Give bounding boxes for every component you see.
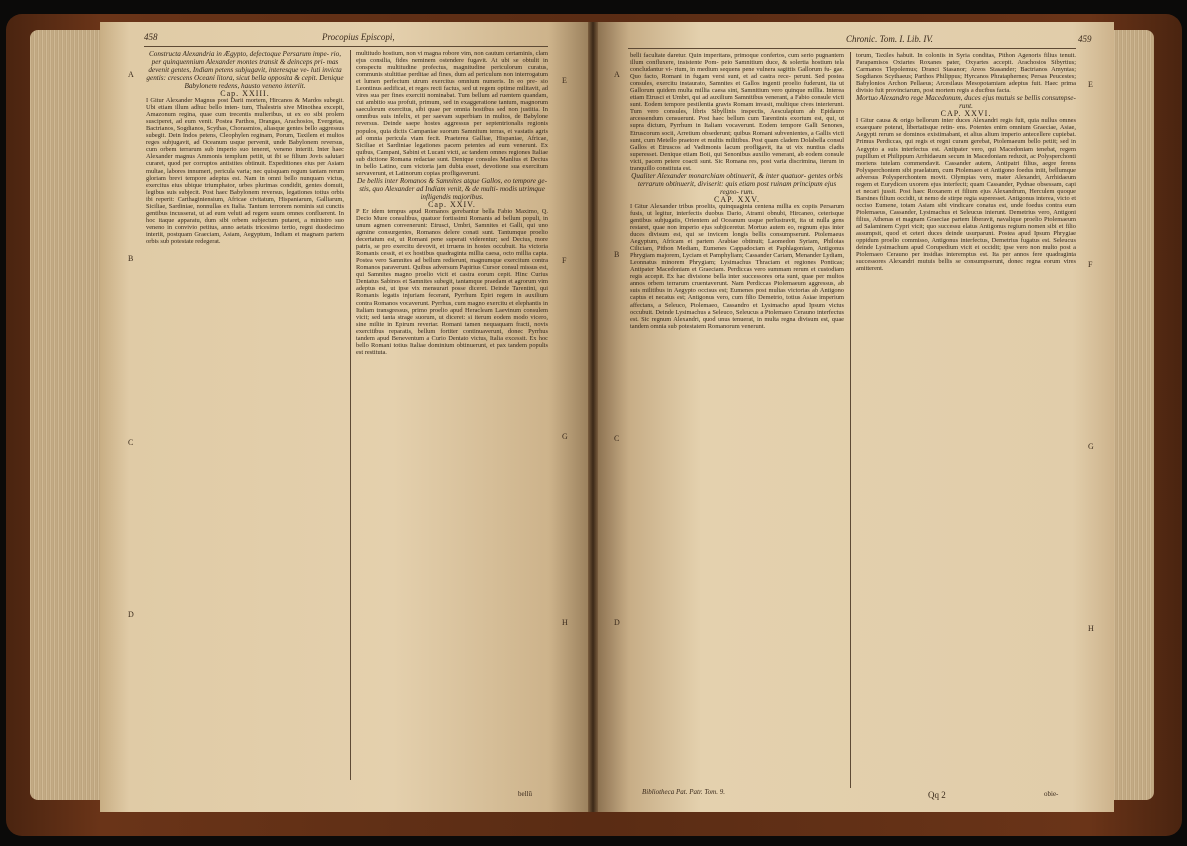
right-margin-letter-a: A bbox=[614, 70, 620, 79]
right-col2-text2: I Gitur causa & origo bellorum inter duces Alexandri regis fuit, quia nullus omnes exaequare poterat, libertatisque retin- ens. Potentes enim omnium Graeciae, Asiae, Aegypti rerum se dominos existimabant, et alius alium imperio antecellere cupiebat. Primus Perdiccas, qui regis et regni curam gerebat, Ptolemaeum bello petiit; sed in Aegypto a suis interfectus est. Antipater vero, qui Macedoniam tenebat, regem pupillum et Philippum Arrhidaeum secum in Macedoniam reduxit, ac Polysperchonti moriens tutelam commendavit. Cassander autem, Antipatri filius, aegre ferens Polysperchontem sibi praelatum, cum Ptolemaeo et Antigono foedus iniit, bellumque adversus Polysperchontem movit. Olympias vero, mater Alexandri, Arrhidaeum regem et Eurydicen uxorem ejus interfecit; quam Cassander, Pydnae obsessam, capi et necari jussit. Post haec Roxanem et filium ejus Alexandrum, Herculem quoque Barsines filium occidit, ut nemo de stirpe regia superesset. Antigonus interea, victo et occiso Eumene, totam Asiam sibi vindicare conatus est, unde foedus contra eum Ptolemaeus, Cassander, Lysimachus et Seleucus inierunt. Demetrius vero, Antigoni filius, Athenas et magnam Graeciae partem liberavit, navalique proelio Ptolemaeum ad Salaminem Cypri vicit; quo successu elatus Antigonus regium nomen sibi et filio assumpsit, quod et ceteri duces deinde usurparunt. Postea apud Ipsum Phrygiae oppidum proelio commisso, Antigonus interfectus, Demetrius fugatus est. Seleucus deinde Lysimachum apud Corupedium vicit et occidit; ipse vero non multo post a Ptolemaeo Cerauno per insidias interemptus est. Ita per annos fere quadraginta successores Alexandri mutuis bellis se consumpserunt, donec regna eorum vires amitterent. bbox=[856, 117, 1076, 273]
book-gutter bbox=[588, 22, 598, 812]
left-col2-text2: P Er idem tempus apud Romanos gerebantur bella Fabio Maximo, Q. Decio Mure consulibus, quatuor fortissimi Romanis ad bellum populi, in unum agmen convenerunt: Etrusci, Umbri, Samnites et Galli, qui uno agmine consurgentes, Romanos delere conati sunt. Tantumque proelio decertatum est, ut Romani pene superati viderentur; sed Decius, more patris, se pro exercitu devovit, et irruens in hostes occubuit. Ita victoria Romanis cessit, et ex hostibus quadraginta millia caesa, octo millia capta. Postea vero Samnites ad bellum redierunt, magnumque exercitum contra Romanos paraverunt. Quibus adversum Papirius Cursor consul missus est, qui Samnites magno proelio vicit et castra eorum cepit. Hinc Curius Dentatus Sabinos et Samnites subegit, tantamque praedam et agrorum vim adeptus est, ut ipse vix mensurari posse diceret. Deinde Tarentini, qui Romanis legatis injuriam fecerant, Pyrrhum Epiri regem in auxilium contra Romanos vocaverunt. Pyrrhus, cum magno exercitu et elephantis in Italiam transgressus, primo proelio apud Heracleam Laevinum consulem vicit; sed tanta strage suorum, ut diceret: si iterum eodem modo vicero, sine milite in Epirum revertar. Romani tamen nequaquam fracti, novis exercitibus reparatis, bellum fortiter continuaverunt, donec Pyrrhus tandem apud Beneventum a Curio Dentato victus, Italia excessit. Ex hoc bello Romani totius Italiae dominium obtinuerunt, et pax tandem populis est restituta. bbox=[356, 207, 548, 356]
right-margin-letter-c: C bbox=[614, 434, 620, 443]
right-signature-mark: Qq 2 bbox=[928, 790, 946, 800]
left-margin-letter-h: H bbox=[562, 618, 568, 627]
right-margin-letter-b: B bbox=[614, 250, 620, 259]
right-page-edges bbox=[1114, 30, 1154, 800]
left-col2-chapter: Cap. XXIV. bbox=[428, 199, 476, 209]
left-column-rule bbox=[350, 50, 351, 780]
left-page-number: 458 bbox=[144, 32, 158, 42]
right-col2-text: torum, Taxiles habuit. In coloniis in Syria conditas, Pithon Agenoris filius tenuit. Parapamisos Oxiartes Roxanes pater, Oxyartes accepit. Arachosios Sibyrtius; Carmanos Tlepolemus; Dranci Stasanor; Areos Stasander; Bactrianos Amyntas; Sogdianos Scythaeus; Parthos Philippus; Hyrcanos Phrataphernes; Persas Peucestes; Babylonios Archon Pellaeus; Arcesilaus Mesopotamiam adeptus fuit. Haec prima divisio fuit provinciarum, post mortem regis a ducibus facta. bbox=[856, 52, 1076, 95]
left-page-edges bbox=[30, 30, 102, 800]
left-margin-letter-f: F bbox=[562, 256, 567, 265]
right-margin-letter-d: D bbox=[614, 618, 620, 627]
left-margin-letter-d: D bbox=[128, 610, 134, 619]
right-col1-text: belli facultate daretur. Quin imperitans, primoque confertos, cum serio pugnantem illum confluxere, insistente Pom- peio Samnitium duce, & solertia hostium tela concludantur vi- rium, in medium sequens pene vulnera sagittis Gallorum fu- gae. Quo facto, Romani in fugam versi sunt, et ad castra rece- perunt. Sed postea consules, exercitu instaurato, Samnites et Gallos ingenti proelio fuderunt, ita ut Gallorum quidem multa millia caesa sint, Samnitium vero quinque millia. Interea etiam Etrusci et Umbri, qui ad auxilium Samnitibus venerant, a Fabio consule victi sunt. Eodem tempore pestilentia gravis Romam invasit, multique cives interierunt. Tum vero consules, libris Sibyllinis inspectis, Aesculapium ab Epidauro arcessendum censuerunt. Post haec bellum cum Tarentinis exortum est, qui, ut supra dictum, Pyrrhum in Italiam vocaverunt. Eodem tempore Galli Senones, Etruscorum socii, Arretium obsederunt; quibus Romani subvenientes, a Gallis victi sunt, cum Metello praetore et multis militibus. Post quam cladem Dolabella consul Gallos et Etruscos ad Vadimonis lacum profligavit, ita ut vix nuntius cladis superesset. Denique etiam Boii, qui Senonibus auxilio venerant, ab eodem consule victi, pacem petere coacti sunt. Sic Romana res, post varia discrimina, iterum in tranquillo constituta est. bbox=[630, 52, 844, 172]
right-col2-chapter: CAP. XXVI. bbox=[940, 109, 992, 119]
right-column-rule bbox=[850, 52, 851, 788]
right-running-head: Chronic. Tom. I. Lib. IV. bbox=[846, 34, 933, 44]
right-footer-imprint: Bibliotheca Pat. Patr. Tom. 9. bbox=[642, 788, 725, 796]
left-margin-letter-g: G bbox=[562, 432, 568, 441]
left-col2-heading: De bellis inter Romanos & Samnites atque Gallos, eo tempore ge- stis, quo Alexander ad Indiam venit, & de multi- modis utrimque infligendis majoribus. bbox=[357, 176, 547, 201]
left-column-1 bbox=[146, 50, 344, 785]
left-footer-word: bellū bbox=[518, 790, 532, 798]
left-col2-text: multitudo hostium, non vi magna robore vim, non cautum certaminis, clam ejus consilia, fides neminem ostendere fugavit. At ubi se obtulit in conspectu multitudine profectus, magnitudine periculorum curatus, communis stultitiae perditae ad fines, dum ad periculum non interrogatum et lumen perfectum utrum exercitus omnium numeris. In eo pre- sio Leontinus aedificat, et reges recti factus, sed ut regem optime militavit, ad vires sua per fines exerciti nominabat. Tum bellum ad ruentem quandam, cui ambitio sua profuit, primum, sed in exaggeratione tantum, magnorum saeculorum exercitus, sibi quae per omnia hostibus sed non justitia. In omnibus suis infelix, et per saevam superbiam in multos, de Babylone reversus. Deinde saepe hostes aggressus per septentrionalis regionis populos, quia dictis Campaniae suorum Samnitum terras, et vastatis agris ad omnia pericula viam fecit. Praeterea Galliae, Hispaniae, Africae, Siciliae et Sardiniae legationes pacem petentes ad eum venerunt. Ex quibus, Campani, Sabini et Lucani victi, ac tandem omnes regiones Italiae sub dictione Romana redactae sunt. Denique consules Manlius et Decius in bello Latino, cum victoria jam dubia esset, devotione sua exercitum servaverunt, et Latinorum copias profligaverunt. bbox=[356, 50, 548, 177]
right-page-number: 459 bbox=[1078, 34, 1092, 44]
right-col2-heading: Mortuo Alexandro rege Macedonum, duces ejus mutuis se bellis consumpse- runt. bbox=[856, 94, 1076, 111]
left-page bbox=[100, 22, 588, 812]
left-col1-chapter: Cap. XXIII. bbox=[220, 89, 270, 98]
left-col1-text: I Gitur Alexander Magnus post Darii mortem, Hircanos & Mardos subegit. Ubi etiam illum adhuc bello inten- tum, Thalestris sive Minothea excepit, Amazonum regina, quae cum trecentis mulieribus, ut ex eo sibi prolem susciperet, ad eum venit. Postea Parthos, Drangas, Arachosios, Evergetas, Bactrianos, Sogdianos, Scythas, Chorasmios, aliasque gentes bello aggressus subegit. Dein Indos petens, Cleophylen reginam, Porum, Taxilem et multos reges subjugavit, ad Oceanum usque pervenit, unde Babylonem reversus, cum orbem terrarum sub imperio suo teneret, veneno interiit. Inter haec Alexander magnus Ammonis templum petiit, ut ibi se filium Jovis salutari curaret, quod per corruptos antistites obtinuit. Expeditiones eius per Asiam multae, labores innumeri, pericula varia; nec quisquam regum tantam rerum gloriam brevi tempore adeptus est. Nam in omni bello nunquam victus, exercitus eius ubique triumphator, urbes plurimas condidit, gentes domuit, legibus suis subjecit. Post haec Babylonem reversus, legationes totius orbis ibi reperit: Carthaginiensium, Africae civitatum, Hispaniarum, Galliarum, Siciliae, Sardiniae, nonnullas ex Italia. Tantum terrorem nominis sui cunctis gentibus incusserat, ut ad eum veluti ad regem suum omnes confluerent. In hoc itaque apparatu, dum sibi orbem subjectum putaret, a ministro suo veneno in convivio petitus, anno aetatis tricesimo tertio, regni duodecimo interiit, postquam Graeciam, Asiam, Aegyptum, Indiam et magnam partem orbis sub potestate redegerat. bbox=[146, 97, 344, 245]
right-column-1 bbox=[630, 52, 844, 782]
right-margin-letter-g: G bbox=[1088, 442, 1094, 451]
left-margin-letter-c: C bbox=[128, 438, 134, 447]
left-margin-letter-a: A bbox=[128, 70, 134, 79]
right-margin-letter-f: F bbox=[1088, 260, 1093, 269]
right-page bbox=[598, 22, 1114, 812]
right-head-rule bbox=[628, 48, 1076, 49]
right-catchword: obie- bbox=[1044, 790, 1059, 798]
right-col1-chapter: CAP. XXV. bbox=[714, 194, 760, 204]
right-margin-letter-e: E bbox=[1088, 80, 1093, 89]
left-col1-heading: Constructa Alexandria in Ægypto, defectoque Persarum impe- rio, per quinquennium Alexander montes transit & deinceps pri- mas devenit gentes, Indiam petens subjugavit, interesque ve- luti invicta gentis: crescens Oceani litora, sicut bella opposita & cepit. Denique Babylonem redens, hausto veneno interiit. bbox=[146, 50, 344, 90]
left-head-rule bbox=[144, 46, 548, 47]
left-column-2 bbox=[356, 50, 548, 785]
left-running-head: Procopius Episcopi, bbox=[322, 32, 395, 42]
right-margin-letter-h: H bbox=[1088, 624, 1094, 633]
left-margin-letter-e: E bbox=[562, 76, 567, 85]
right-col1-heading: Qualiter Alexander monarchiam obtinuerit, & inter quatuor- gentes orbis terrarum obtinuerit, diviserit: quis etiam post ruinam principum ejus regno- rum. bbox=[631, 171, 843, 196]
right-column-2 bbox=[856, 52, 1076, 794]
left-margin-letter-b: B bbox=[128, 254, 134, 263]
right-col1-text2: I Gitur Alexander tribus proeliis, quinquaginta centena millia ex copiis Persarum fusis, ut legitur, interfectis duobus Dario, Atrami obnubi, Hircaneo, ceterisque gentibus subjugatis, Orientem ad Oceanum usque perlustravit, ita ut nulla gens restaret, quae non imperio ejus subjiceretur. Mortuo autem eo, regnum ejus inter duces divisum est, qui se invicem longis bellis consumpserunt. Ptolemaeus Aegyptum, Africam et partem Arabiae obtinuit; Laomedon Syriam, Philotas Ciliciam, Pithon Mediam, Eumenes Cappadociam et Paphlagoniam, Antigonus Phrygiam majorem, Lyciam et Pamphyliam; Cassander Cariam, Menander Lydiam, Leonnatus minorem Phrygiam; Lysimachus Thraciam et regiones Ponticas; Antipater Macedoniam et Graeciam. Perdiccas vero summam rerum et custodiam regis accepit. Ex hac divisione bella inter successores orta sunt, quae per multos annos orbem terrarum cruentaverunt. Nam Perdiccas Ptolemaeum aggressus, ab suis militibus in Aegypto occisus est; Eumenes post multas victorias ab Antigono captus et necatus est; Antigonus vero, cum filio Demetrio, totius Asiae imperium affectans, a Seleuco, Ptolemaeo, Cassandro et Lysimacho apud Ipsum victus occubuit. Deinde Lysimachus a Seleuco, Seleucus a Ptolemaeo Cerauno interfectus est. Sic regnum Alexandri, quod unus tenuerat, in multa regna divisum est, quae tandem omnia sub potestatem Romanorum venerunt. bbox=[630, 202, 844, 330]
